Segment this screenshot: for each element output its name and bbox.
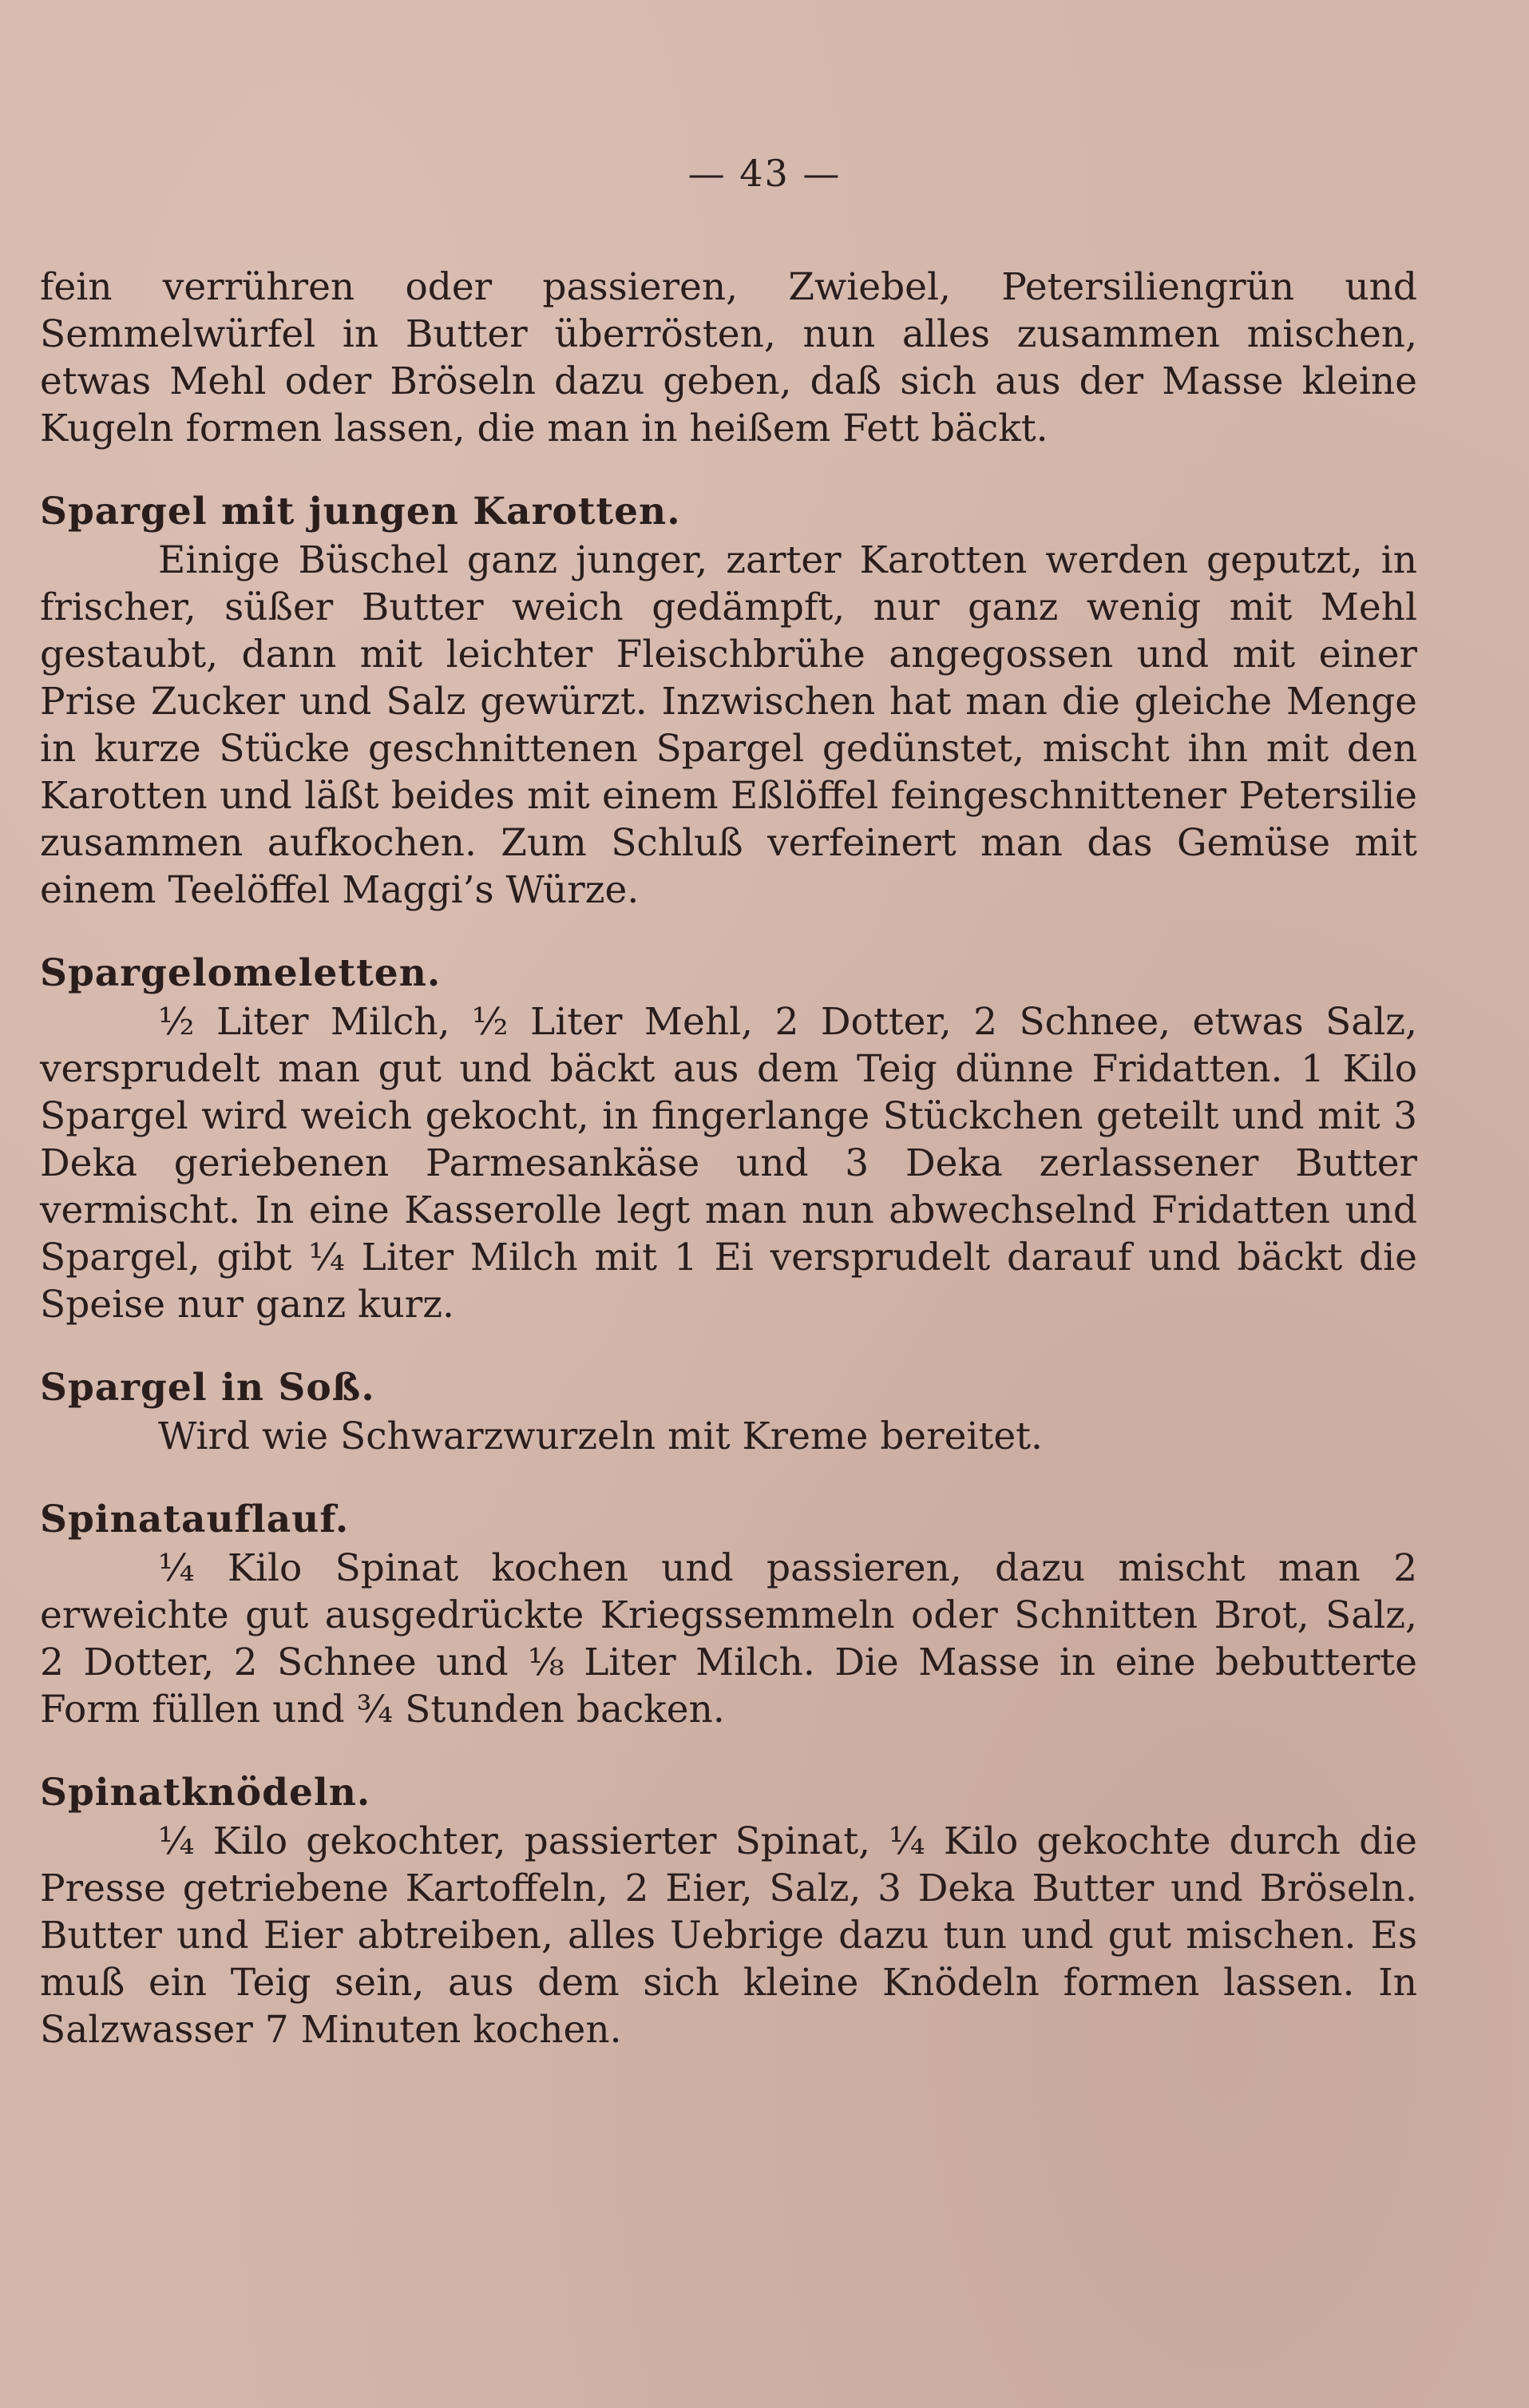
intro-paragraph: fein verrühren oder passieren, Zwiebel, Petersiliengrün und Semmelwürfel in Butter überrösten, nun alles zusammen mischen, etwas Mehl oder Bröseln dazu geben, daß sich aus der Masse kleine Kugeln formen lassen, die man in heißem Fett bäckt. <box>40 265 1417 450</box>
recipe-text: Einige Büschel ganz junger, zarter Karotten werden geputzt, in frischer, süßer Butter weich gedämpft, nur ganz wenig mit Mehl gestaubt, dann mit leichter Fleischbrühe angegossen und mit einer Prise Zucker und Salz gewürzt. Inzwischen hat man die gleiche Menge in kurze Stücke geschnittenen Spargel gedünstet, mischt ihn mit den Karotten und läßt beides mit einem Eßlöffel feingeschnittener Petersilie zusammen aufkochen. Zum Schluß verfeinert man das Gemüse mit einem Teelöffel Maggi’s Würze. <box>40 538 1417 912</box>
recipe-spargel-in-sosz <box>40 1364 1417 1460</box>
recipe-title: Spargelomeletten. <box>40 951 442 995</box>
recipe-title: Spinatauflauf. <box>40 1498 350 1541</box>
recipe-text: ¼ Kilo Spinat kochen und passieren, dazu mischt man 2 erweichte gut ausgedrückte Kriegssemmeln oder Schnitten Brot, Salz, 2 Dotter, 2 Schnee und ⅛ Liter Milch. Die Masse in eine bebutterte Form füllen und ¾ Stunden backen. <box>40 1546 1417 1732</box>
recipe-spargel-mit-jungen-karotten <box>40 488 1417 914</box>
recipe-text: ¼ Kilo gekochter, passierter Spinat, ¼ Kilo gekochte durch die Presse getriebene Kartoffeln, 2 Eier, Salz, 3 Deka Butter und Bröseln. Butter und Eier abtreiben, alles Uebrige dazu tun und gut mischen. Es muß ein Teig sein, aus dem sich kleine Knödeln formen lassen. In Salzwasser 7 Minuten kochen. <box>40 1819 1417 2052</box>
recipe-text: Wird wie Schwarzwurzeln mit Kreme bereitet. <box>158 1414 1043 1458</box>
recipe-spinatauflauf <box>40 1496 1417 1733</box>
recipe-spargelomeletten <box>40 950 1417 1328</box>
recipe-title: Spargel mit jungen Karotten. <box>40 490 681 534</box>
recipe-spinatknoedeln <box>40 1769 1417 2053</box>
page-number: — 43 — <box>687 152 842 195</box>
page-text <box>40 264 1417 2053</box>
recipe-title: Spinatknödeln. <box>40 1771 371 1815</box>
recipe-title: Spargel in Soß. <box>40 1366 375 1410</box>
recipe-text: ½ Liter Milch, ½ Liter Mehl, 2 Dotter, 2 Schnee, etwas Salz, versprudelt man gut und bäckt aus dem Teig dünne Fridatten. 1 Kilo Spargel wird weich gekocht, in fingerlange Stückchen geteilt und mit 3 Deka geriebenen Parmesankäse und 3 Deka zerlassener Butter vermischt. In eine Kasserolle legt man nun abwechselnd Fridatten und Spargel, gibt ¼ Liter Milch mit 1 Ei versprudelt darauf und bäckt die Speise nur ganz kurz. <box>40 1000 1417 1327</box>
